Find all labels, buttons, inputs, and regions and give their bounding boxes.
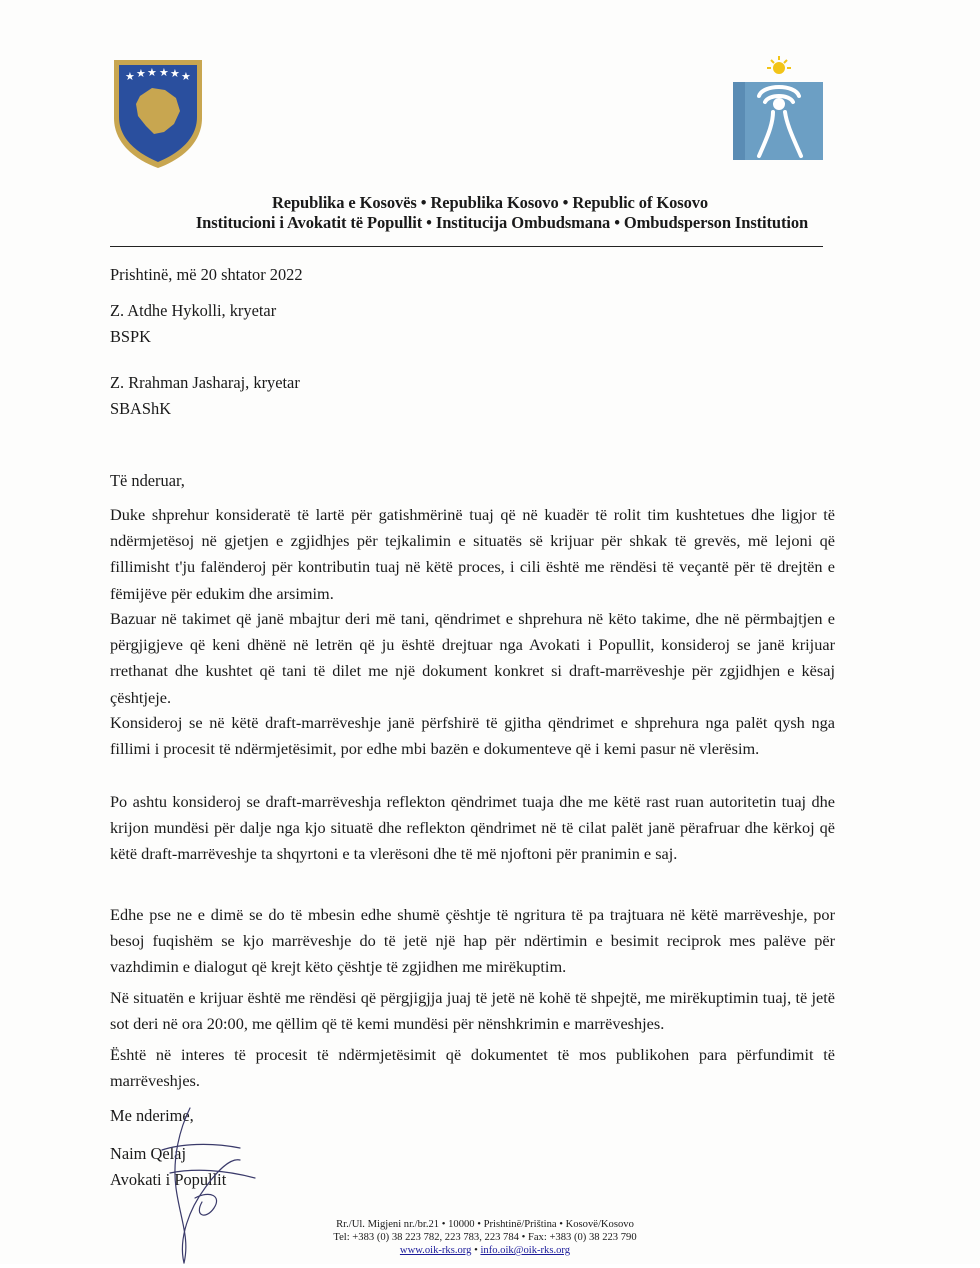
body-paragraph-3: Konsideroj se në këtë draft-marrëveshje janë përfshirë të gjitha qëndrimet e shprehura nga palët qysh nga fillimi i procesit të ndërmjetësimit, por edhe mbi bazën e dokumenteve që i kemi pasur në vlerësim.	[110, 713, 835, 759]
signer-name: Naim Qelaj	[110, 1144, 187, 1163]
recipient1-org: BSPK	[110, 327, 152, 346]
body-paragraph-6: Në situatën e krijuar është me rëndësi që përgjigjja juaj të jetë në kohë të shpejtë, me mirëkuptimin tuaj, të jetë sot deri në ora 20:00, me qëllim që të kemi mundësi për nënshkrimin e marrëveshjes.	[110, 988, 835, 1034]
svg-text:★: ★	[136, 67, 146, 80]
svg-text:★: ★	[181, 70, 191, 83]
kosovo-coat-of-arms-icon	[110, 56, 206, 170]
footer-separator: •	[471, 1245, 481, 1256]
header-divider	[110, 246, 823, 247]
signer-title: Avokati i Popullit	[110, 1170, 227, 1189]
recipient1-name: Z. Atdhe Hykolli, kryetar	[110, 301, 277, 320]
footer-phones: Tel: +383 (0) 38 223 782, 223 783, 223 784 • Fax: +383 (0) 38 223 790	[333, 1232, 637, 1243]
salutation: Të nderuar,	[110, 471, 185, 490]
ombudsperson-logo-icon	[729, 56, 825, 162]
body-paragraph-2: Bazuar në takimet që janë mbajtur deri më tani, qëndrimet e shprehura në këto takime, dhe në përmbajtjen e përgjigjeve që keni dhënë në letrën që ju është drejtuar nga Avokati i Popullit, konsideroj se janë krijuar rrethanat dhe kushtet që tani të dilet me një dokument konkret si draft-marrëveshje për zgjidhjen e kësaj çështjeje.	[110, 609, 835, 707]
svg-text:★: ★	[170, 67, 180, 80]
email-link[interactable]: info.oik@oik-rks.org	[480, 1245, 571, 1256]
body-paragraph-7: Është në interes të procesit të ndërmjetësimit që dokumentet të mos publikohen para përfundimit të marrëveshjes.	[110, 1045, 835, 1091]
header-republic-line: Republika e Kosovës • Republika Kosovo • Republic of Kosovo	[271, 193, 709, 212]
svg-text:★: ★	[159, 66, 169, 79]
recipient2-name: Z. Rrahman Jasharaj, kryetar	[110, 373, 300, 392]
recipient2-org: SBAShK	[110, 399, 172, 418]
body-paragraph-4: Po ashtu konsideroj se draft-marrëveshja reflekton qëndrimet tuaja dhe me këtë rast ruan autoritetin tuaj dhe krijon mundësi për dalje nga kjo situatë dhe reflekton qëndrimet në të cilat palët janë përafruar dhe kërkoj që këtë draft-marrëveshje ta shqyrtoni e ta vlerësoni dhe të më njoftoni për pranimin e saj.	[110, 792, 835, 864]
closing: Me nderime,	[110, 1106, 194, 1125]
svg-text:★: ★	[147, 66, 157, 79]
footer-address: Rr./Ul. Migjeni nr./br.21 • 10000 • Prishtinë/Priština • Kosovë/Kosovo	[336, 1219, 634, 1230]
place-date: Prishtinë, më 20 shtator 2022	[110, 265, 303, 284]
body-paragraph-5: Edhe pse ne e dimë se do të mbesin edhe shumë çështje të ngritura të pa trajtuara në këtë marrëveshje, por besoj fuqishëm se kjo marrëveshje do të jetë një hap për ndërtimin e besimit reciprok mes palëve për vazhdimin e dialogut që krejt këto çështje të zgjidhen me mirëkuptim.	[110, 905, 835, 977]
footer-links	[250, 1244, 720, 1257]
body-paragraph-1: Duke shprehur konsideratë të lartë për gatishmërinë tuaj që në kuadër të rolit tim kushtetues dhe ligjor të ndërmjetësoj në gjetjen e zgjidhjes për tejkalimin e situatës së krijuar për shkak të grevës, më lejoni që fillimisht t'ju falënderoj për kontributin tuaj në këtë proces, i cili është me rëndësi të veçantë për të drejtën e fëmijëve për edukim dhe arsimim.	[110, 505, 835, 603]
svg-text:★: ★	[125, 70, 135, 83]
header-institution-line: Institucioni i Avokatit të Popullit • Institucija Ombudsmana • Ombudsperson Institution	[195, 213, 809, 232]
website-link[interactable]: www.oik-rks.org	[399, 1245, 472, 1256]
